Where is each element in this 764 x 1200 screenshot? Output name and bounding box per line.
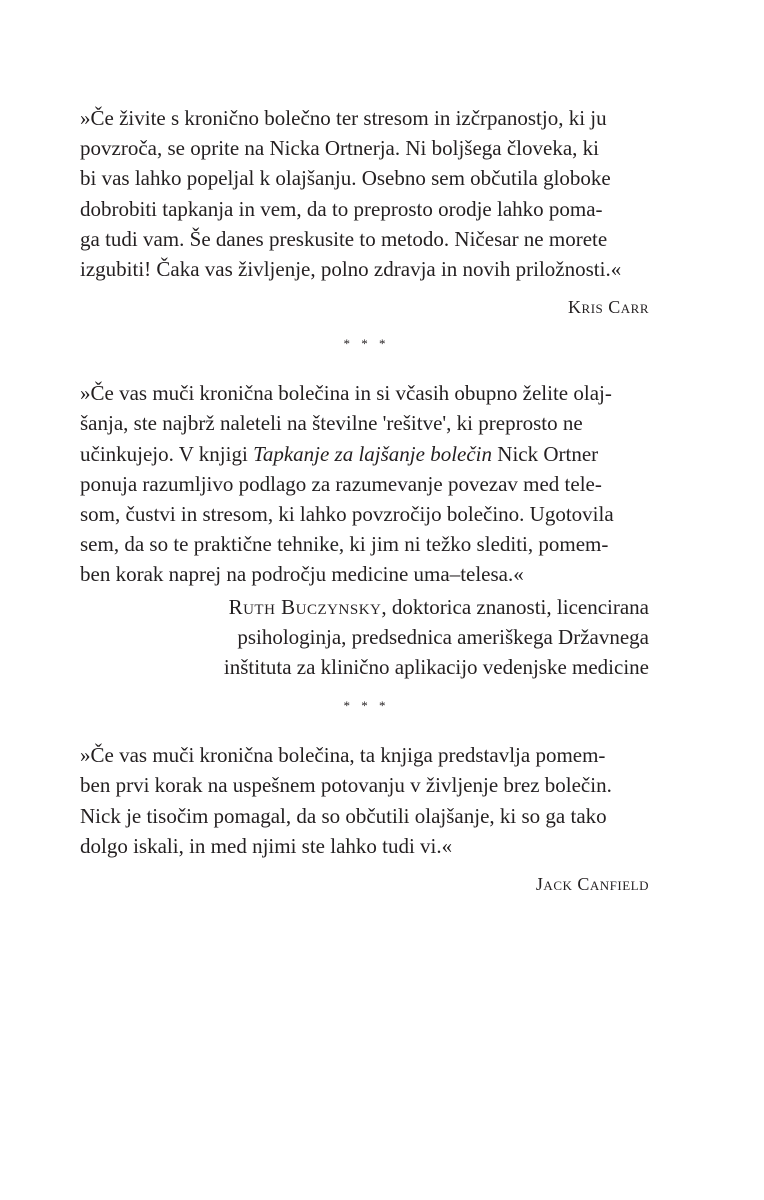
author-line — [80, 592, 649, 622]
quote-jack-canfield — [80, 740, 649, 861]
quote-line: ben prvi korak na uspešnem potovanju v življenje brez bolečin. — [80, 773, 612, 798]
author-description: psihologinja, predsednica ameriškega Državnega — [237, 624, 649, 649]
quote-line: bi vas lahko popeljal k olajšanju. Osebno sem občutila globoke — [80, 166, 611, 191]
quote-line: povzroča, se oprite na Nicka Ortnerja. Ni boljšega človeka, ki — [80, 136, 599, 161]
quote-line: ga tudi vam. Še danes preskusite to metodo. Ničesar ne morete — [80, 226, 608, 251]
author-description: , doktorica znanosti, licencirana — [381, 594, 649, 619]
quote-line: »Če vas muči kronična bolečina, ta knjiga predstavlja pomem- — [80, 743, 606, 768]
quote-line: »Če živite s kronično bolečno ter stresom in izčrpanostjo, ki ju — [80, 106, 607, 130]
quote-line: sem, da so te praktične tehnike, ki jim ni težko slediti, pomem- — [80, 532, 609, 557]
quote-text: učinkujejo. V knjigi — [80, 441, 254, 466]
quote-line: »Če vas muči kronična bolečina in si včasih obupno želite olaj- — [80, 381, 612, 406]
book-title: Tapkanje za lajšanje bolečin — [253, 441, 493, 466]
quote-ruth-buczynsky — [80, 378, 649, 589]
quote-author: Jack Canfield — [535, 874, 649, 895]
quote-line-with-title — [80, 439, 649, 469]
quote-author: Kris Carr — [568, 297, 649, 318]
quote-line: dobrobiti tapkanja in vem, da to preprosto orodje lahko poma- — [80, 196, 603, 221]
quote-line: šanja, ste najbrž naleteli na številne 'rešitve', ki preprosto ne — [80, 411, 583, 436]
quote-line: ponuja razumljivo podlago za razumevanje povezav med tele- — [80, 471, 602, 496]
author-name: Ruth Buczynsky — [228, 594, 382, 619]
quote-line: som, čustvi in stresom, ki lahko povzročijo bolečino. Ugotovila — [80, 502, 614, 527]
quote-author-block — [80, 592, 649, 683]
quote-kris-carr — [80, 103, 649, 284]
quote-line: Nick je tisočim pomagal, da so občutili olajšanje, ki so ga tako — [80, 803, 607, 828]
quote-line: dolgo iskali, in med njimi ste lahko tudi vi.« — [80, 833, 453, 858]
quote-line: izgubiti! Čaka vas življenje, polno zdravja in novih priložnosti.« — [80, 257, 622, 282]
author-description: inštituta za klinično aplikacijo vedenjske medicine — [223, 655, 649, 680]
page-content — [80, 103, 649, 899]
quote-line: ben korak naprej na področju medicine uma–telesa.« — [80, 562, 524, 587]
quote-text: Nick Ortner — [492, 441, 599, 466]
section-separator: * * * — [343, 698, 390, 714]
section-separator: * * * — [343, 336, 390, 352]
